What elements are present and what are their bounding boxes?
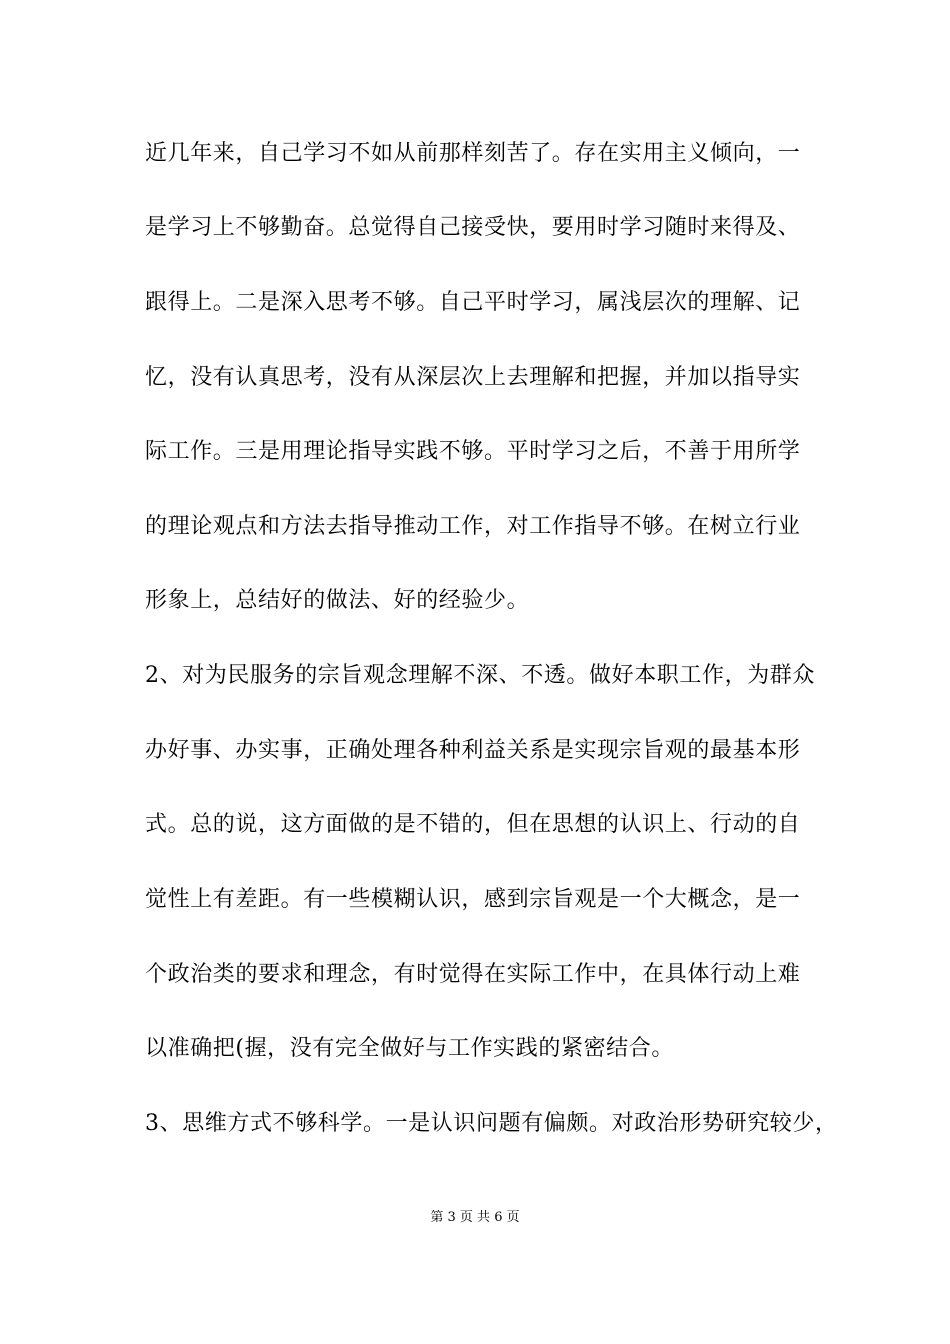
text-line-1: 近几年来，自己学习不如从前那样刻苦了。存在实用主义倾向，一 xyxy=(145,141,801,166)
text-line-4: 忆，没有认真思考，没有从深层次上去理解和把握，并加以指导实 xyxy=(145,365,801,390)
text-line-11: 觉性上有差距。有一些模糊认识，感到宗旨观是一个大概念，是一 xyxy=(145,887,801,912)
text-line-2: 是学习上不够勤奋。总觉得自己接受快，要用时学习随时来得及、 xyxy=(145,215,801,240)
text-line-14: 3、思维方式不够科学。一是认识问题有偏颇。对政治形势研究较少， xyxy=(145,1111,838,1136)
text-line-7: 形象上，总结好的做法、好的经验少。 xyxy=(145,588,530,613)
text-line-10: 式。总的说，这方面做的是不错的，但在思想的认识上、行动的自 xyxy=(145,812,801,837)
text-line-13: 以准确把(握，没有完全做好与工作实践的紧密结合。 xyxy=(145,1036,674,1061)
text-line-12: 个政治类的要求和理念，有时觉得在实际工作中，在具体行动上难 xyxy=(145,962,801,987)
page-number-footer: 第 3 页 共 6 页 xyxy=(430,1210,520,1225)
text-line-8: 2、对为民服务的宗旨观念理解不深、不透。做好本职工作，为群众 xyxy=(145,663,815,688)
text-line-5: 际工作。三是用理论指导实践不够。平时学习之后，不善于用所学 xyxy=(145,439,801,464)
text-line-3: 跟得上。二是深入思考不够。自己平时学习，属浅层次的理解、记 xyxy=(145,290,801,315)
text-line-6: 的理论观点和方法去指导推动工作，对工作指导不够。在树立行业 xyxy=(145,514,801,539)
text-line-9: 办好事、办实事，正确处理各种利益关系是实现宗旨观的最基本形 xyxy=(145,738,801,763)
